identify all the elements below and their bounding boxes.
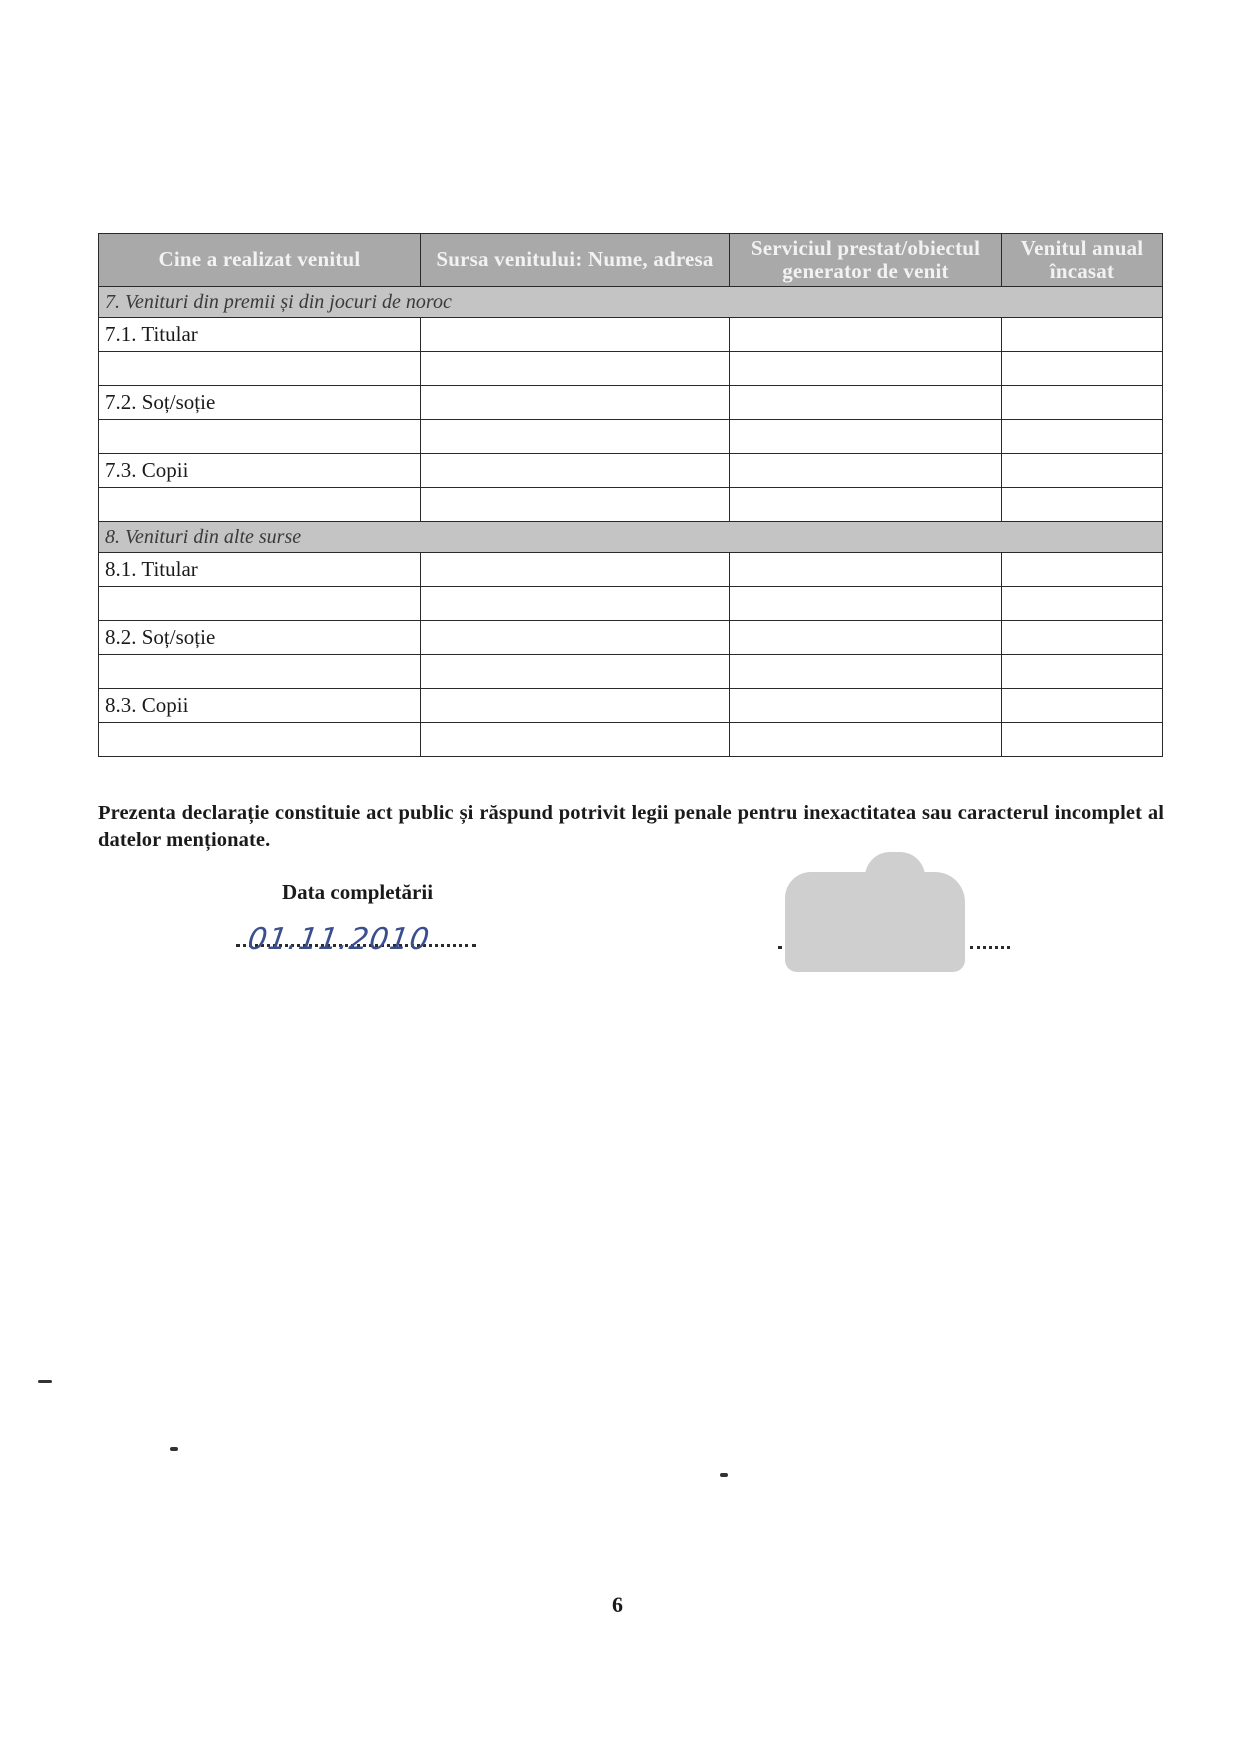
service-cell (730, 488, 1002, 522)
table-row (99, 655, 1163, 689)
income-table (98, 233, 1163, 757)
source-cell (421, 621, 730, 655)
signature-dotted-line-right (970, 946, 1010, 949)
income-cell (1002, 352, 1163, 386)
table-row (99, 352, 1163, 386)
service-cell (730, 655, 1002, 689)
row-label (99, 655, 421, 689)
service-cell (730, 621, 1002, 655)
income-cell (1002, 621, 1163, 655)
source-cell (421, 420, 730, 454)
table-header-row (99, 234, 1163, 287)
section-7-title: 7. Venituri din premii și din jocuri de noroc (99, 287, 1163, 318)
source-cell (421, 352, 730, 386)
source-cell (421, 689, 730, 723)
income-cell (1002, 386, 1163, 420)
source-cell (421, 587, 730, 621)
income-cell (1002, 655, 1163, 689)
header-who: Cine a realizat venitul (99, 234, 421, 287)
table-row (99, 723, 1163, 757)
row-label: 8.3. Copii (99, 689, 421, 723)
scan-speck (720, 1473, 728, 1477)
service-cell (730, 723, 1002, 757)
table-row (99, 587, 1163, 621)
table-row (99, 689, 1163, 723)
row-label: 8.2. Soț/soție (99, 621, 421, 655)
income-cell (1002, 689, 1163, 723)
section-8-row (99, 522, 1163, 553)
header-source: Sursa venitului: Nume, adresa (421, 234, 730, 287)
income-cell (1002, 318, 1163, 352)
section-8-title: 8. Venituri din alte surse (99, 522, 1163, 553)
row-label (99, 420, 421, 454)
table-row (99, 386, 1163, 420)
source-cell (421, 488, 730, 522)
source-cell (421, 553, 730, 587)
row-label (99, 488, 421, 522)
row-label (99, 723, 421, 757)
header-annual-income: Venitul anual încasat (1002, 234, 1163, 287)
income-cell (1002, 723, 1163, 757)
table-row (99, 420, 1163, 454)
service-cell (730, 454, 1002, 488)
row-label: 7.1. Titular (99, 318, 421, 352)
scan-speck (170, 1447, 178, 1451)
source-cell (421, 454, 730, 488)
table-row (99, 553, 1163, 587)
row-label (99, 587, 421, 621)
legal-statement: Prezenta declarație constituie act public și răspund potrivit legii penale pentru inexactitatea sau caracterul incomplet al datelor menționate. (98, 802, 1164, 851)
row-label: 7.2. Soț/soție (99, 386, 421, 420)
source-cell (421, 386, 730, 420)
row-label: 7.3. Copii (99, 454, 421, 488)
income-cell (1002, 420, 1163, 454)
service-cell (730, 689, 1002, 723)
service-cell (730, 352, 1002, 386)
service-cell (730, 318, 1002, 352)
service-cell (730, 587, 1002, 621)
service-cell (730, 553, 1002, 587)
date-label: Data completării (282, 880, 434, 904)
signature-redaction (785, 872, 965, 972)
section-7-row (99, 287, 1163, 318)
header-service: Serviciul prestat/obiectul generator de venit (730, 234, 1002, 287)
page-number: 6 (612, 1592, 623, 1617)
service-cell (730, 386, 1002, 420)
income-cell (1002, 454, 1163, 488)
table-row (99, 318, 1163, 352)
income-cell (1002, 553, 1163, 587)
income-cell (1002, 587, 1163, 621)
row-label: 8.1. Titular (99, 553, 421, 587)
scan-speck (38, 1380, 52, 1383)
table-row (99, 454, 1163, 488)
row-label (99, 352, 421, 386)
income-cell (1002, 488, 1163, 522)
service-cell (730, 420, 1002, 454)
source-cell (421, 318, 730, 352)
source-cell (421, 655, 730, 689)
table-row (99, 621, 1163, 655)
source-cell (421, 723, 730, 757)
handwritten-date: 01.11.2010 (245, 922, 433, 957)
table-row (99, 488, 1163, 522)
